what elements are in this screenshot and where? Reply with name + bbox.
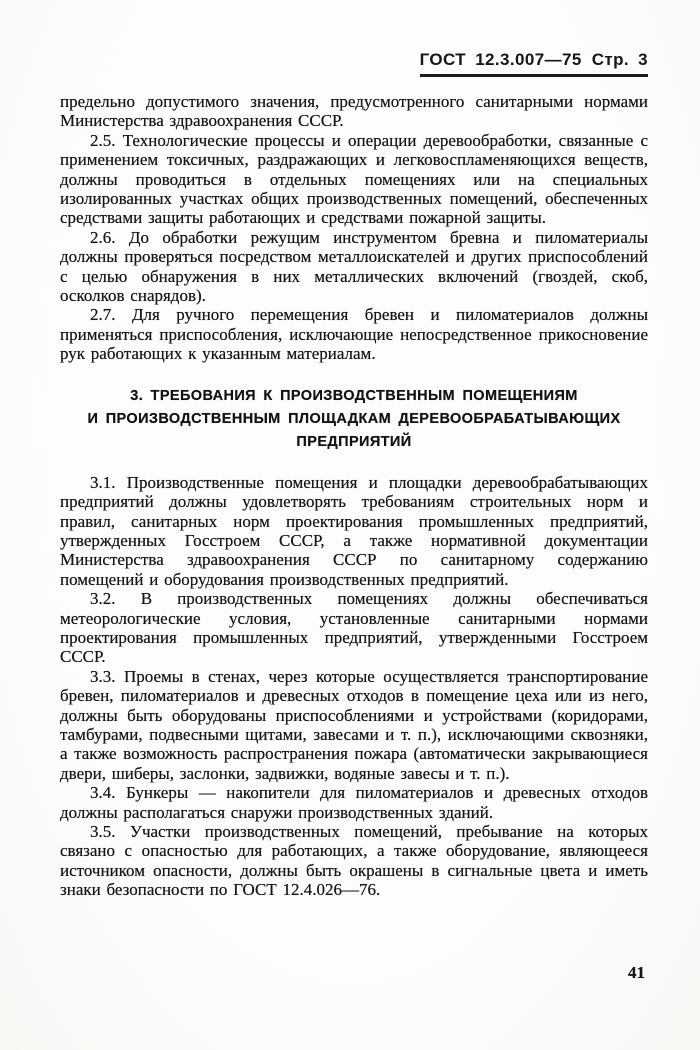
section-heading-line-3: ПРЕДПРИЯТИЙ: [296, 433, 412, 450]
doc-reference: ГОСТ 12.3.007—75: [419, 50, 582, 69]
running-head-text: [420, 50, 648, 77]
page-number: 41: [628, 963, 645, 982]
paragraph-2-5: 2.5. Технологические процессы и операции деревообработки, связанные с применением токсичных, раздражающих и легковоспламеняющихся веществ, должны проводиться в отдельных помещениях или на специальных изолированных участках общих производственных помещений, обеспеченных средствами защиты работающих и средствами пожарной защиты.: [60, 130, 648, 228]
paragraph-3-3: 3.3. Проемы в стенах, через которые осуществляется транспортирование бревен, пиломатериалов и древесных отходов в помещение цеха или из него, должны быть оборудованы приспособлениями и устройствами (коридорами, тамбурами, подвесными щитами, завесами и т. п.), исключающими сквозняки, а также возможность распространения пожара (автоматически закрывающиеся двери, шиберы, заслонки, задвижки, водяные завесы и т. п.).: [60, 666, 648, 783]
document-body: [60, 92, 648, 900]
section-3-heading: [60, 385, 648, 454]
paragraph-3-4: 3.4. Бункеры — накопители для пиломатериалов и древесных отходов должны располагаться снаружи производственных зданий.: [60, 783, 648, 822]
paragraph-2-6: 2.6. До обработки режущим инструментом бревна и пиломатериалы должны проверяться посредством металлоискателей и других приспособлений с целью обнаружения в них металлических включений (гвоздей, скоб, осколков снарядов).: [60, 227, 648, 306]
page-label: Стр. 3: [591, 50, 648, 69]
section-heading-line-1: 3. ТРЕБОВАНИЯ К ПРОИЗВОДСТВЕННЫМ ПОМЕЩЕНИЯМ: [130, 387, 578, 404]
running-head: [420, 50, 648, 77]
paragraph-3-5: 3.5. Участки производственных помещений, пребывание на которых связано с опасностью для работающих, а также оборудование, являющееся источником опасности, должны быть окрашены в сигнальные цвета и иметь знаки безопасности по ГОСТ 12.4.026—76.: [60, 822, 648, 900]
paragraph-continuation: предельно допустимого значения, предусмотренного санитарными нормами Министерства здравоохранения СССР.: [60, 92, 648, 131]
paragraph-3-2: 3.2. В производственных помещениях должны обеспечиваться метеорологические условия, установленные санитарными нормами проектирования промышленных предприятий, утвержденными Госстроем СССР.: [60, 589, 648, 667]
section-heading-line-2: И ПРОИЗВОДСТВЕННЫМ ПЛОЩАДКАМ ДЕРЕВООБРАБАТЫВАЮЩИХ: [87, 410, 621, 427]
paragraph-3-1: 3.1. Производственные помещения и площадки деревообрабатывающих предприятий должны удовлетворять требованиям строительных норм и правил, санитарных норм проектирования промышленных предприятий, утвержденных Госстроем СССР, а также нормативной документации Министерства здравоохранения СССР по санитарному содержанию помещений и оборудования производственных предприятий.: [60, 472, 648, 589]
paragraph-2-7: 2.7. Для ручного перемещения бревен и пиломатериалов должны применяться приспособления, исключающие непосредственное прикосновение рук работающих к указанным материалам.: [60, 305, 648, 364]
